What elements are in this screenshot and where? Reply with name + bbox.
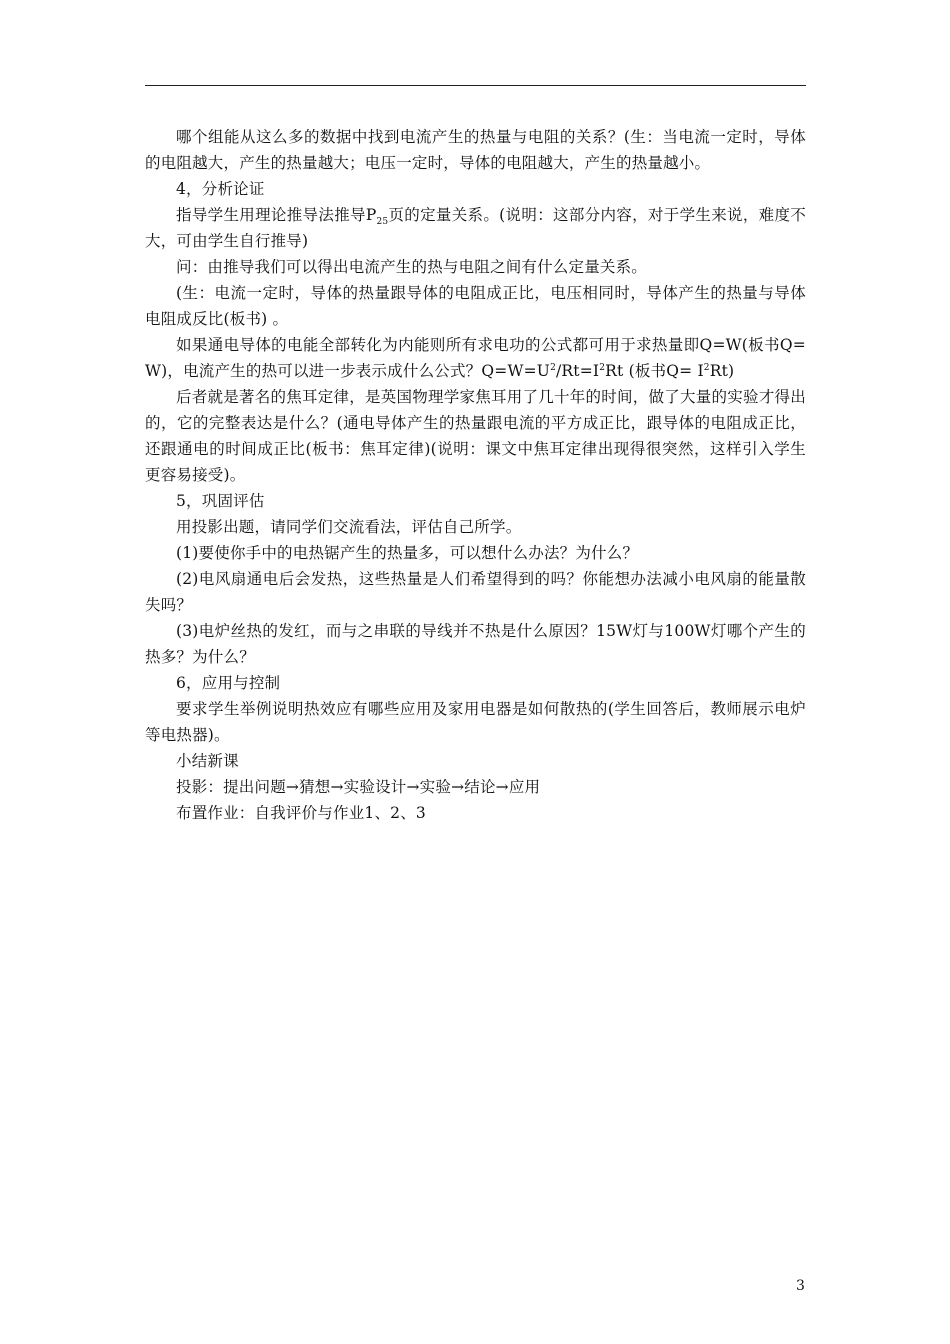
paragraph: 哪个组能从这么多的数据中找到电流产生的热量与电阻的关系？(生：当电流一定时，导体的电阻越大，产生的热量越大；电压一定时，导体的电阻越大，产生的热量越小。 bbox=[145, 128, 806, 172]
paragraph: 指导学生用理论推导法推导$P_{25}$页的定量关系。(说明：这部分内容，对于学生来说，难度不大，可由学生自行推导) bbox=[145, 206, 807, 250]
paragraph: 如果通电导体的电能全部转化为内能则所有求电功的公式都可用于求热量即Q=W(板书Q=W)，电流产生的热可以进一步表示成什么公式？$Q=W=U^2/Rt=I^2Rt$ (板书$Q= I^2Rt$) bbox=[145, 336, 806, 380]
section-heading: 6，应用与控制 bbox=[176, 674, 281, 692]
question-item: (2)电风扇通电后会发热，这些热量是人们希望得到的吗？你能想办法减小电风扇的能量散失吗？ bbox=[145, 570, 806, 614]
paragraph: 问：由推导我们可以得出电流产生的热与电阻之间有什么定量关系。 bbox=[176, 258, 648, 276]
header-rule bbox=[145, 85, 806, 86]
paragraph: 后者就是著名的焦耳定律，是英国物理学家焦耳用了几十年的时间，做了大量的实验才得出的，它的完整表达是什么？(通电导体产生的热量跟电流的平方成正比，跟导体的电阻成正比，还跟通电的时间成正比(板书：焦耳定律)(说明：课文中焦耳定律出现得很突然，这样引入学生更容易接受)。 bbox=[145, 388, 806, 484]
section-heading: 4，分析论证 bbox=[176, 180, 265, 198]
paragraph: 要求学生举例说明热效应有哪些应用及家用电器是如何散热的(学生回答后，教师展示电炉等电热器)。 bbox=[145, 700, 806, 744]
paragraph: 布置作业：自我评价与作业1、2、3 bbox=[176, 804, 426, 822]
document-body bbox=[145, 124, 806, 826]
section-heading: 小结新课 bbox=[176, 752, 239, 770]
paragraph: 投影：提出问题→猜想→实验设计→实验→结论→应用 bbox=[176, 778, 541, 796]
question-item: (1)要使你手中的电热锯产生的热量多，可以想什么办法？为什么？ bbox=[176, 544, 639, 562]
paragraph: 用投影出题，请同学们交流看法，评估自己所学。 bbox=[176, 518, 522, 536]
section-heading: 5，巩固评估 bbox=[176, 492, 265, 510]
paragraph: (生：电流一定时，导体的热量跟导体的电阻成正比，电压相同时，导体产生的热量与导体电阻成反比(板书) 。 bbox=[145, 284, 806, 328]
question-item: (3)电炉丝热的发红，而与之串联的导线并不热是什么原因？15W灯与100W灯哪个产生的热多？为什么？ bbox=[145, 622, 806, 666]
page-number: 3 bbox=[796, 1278, 805, 1294]
